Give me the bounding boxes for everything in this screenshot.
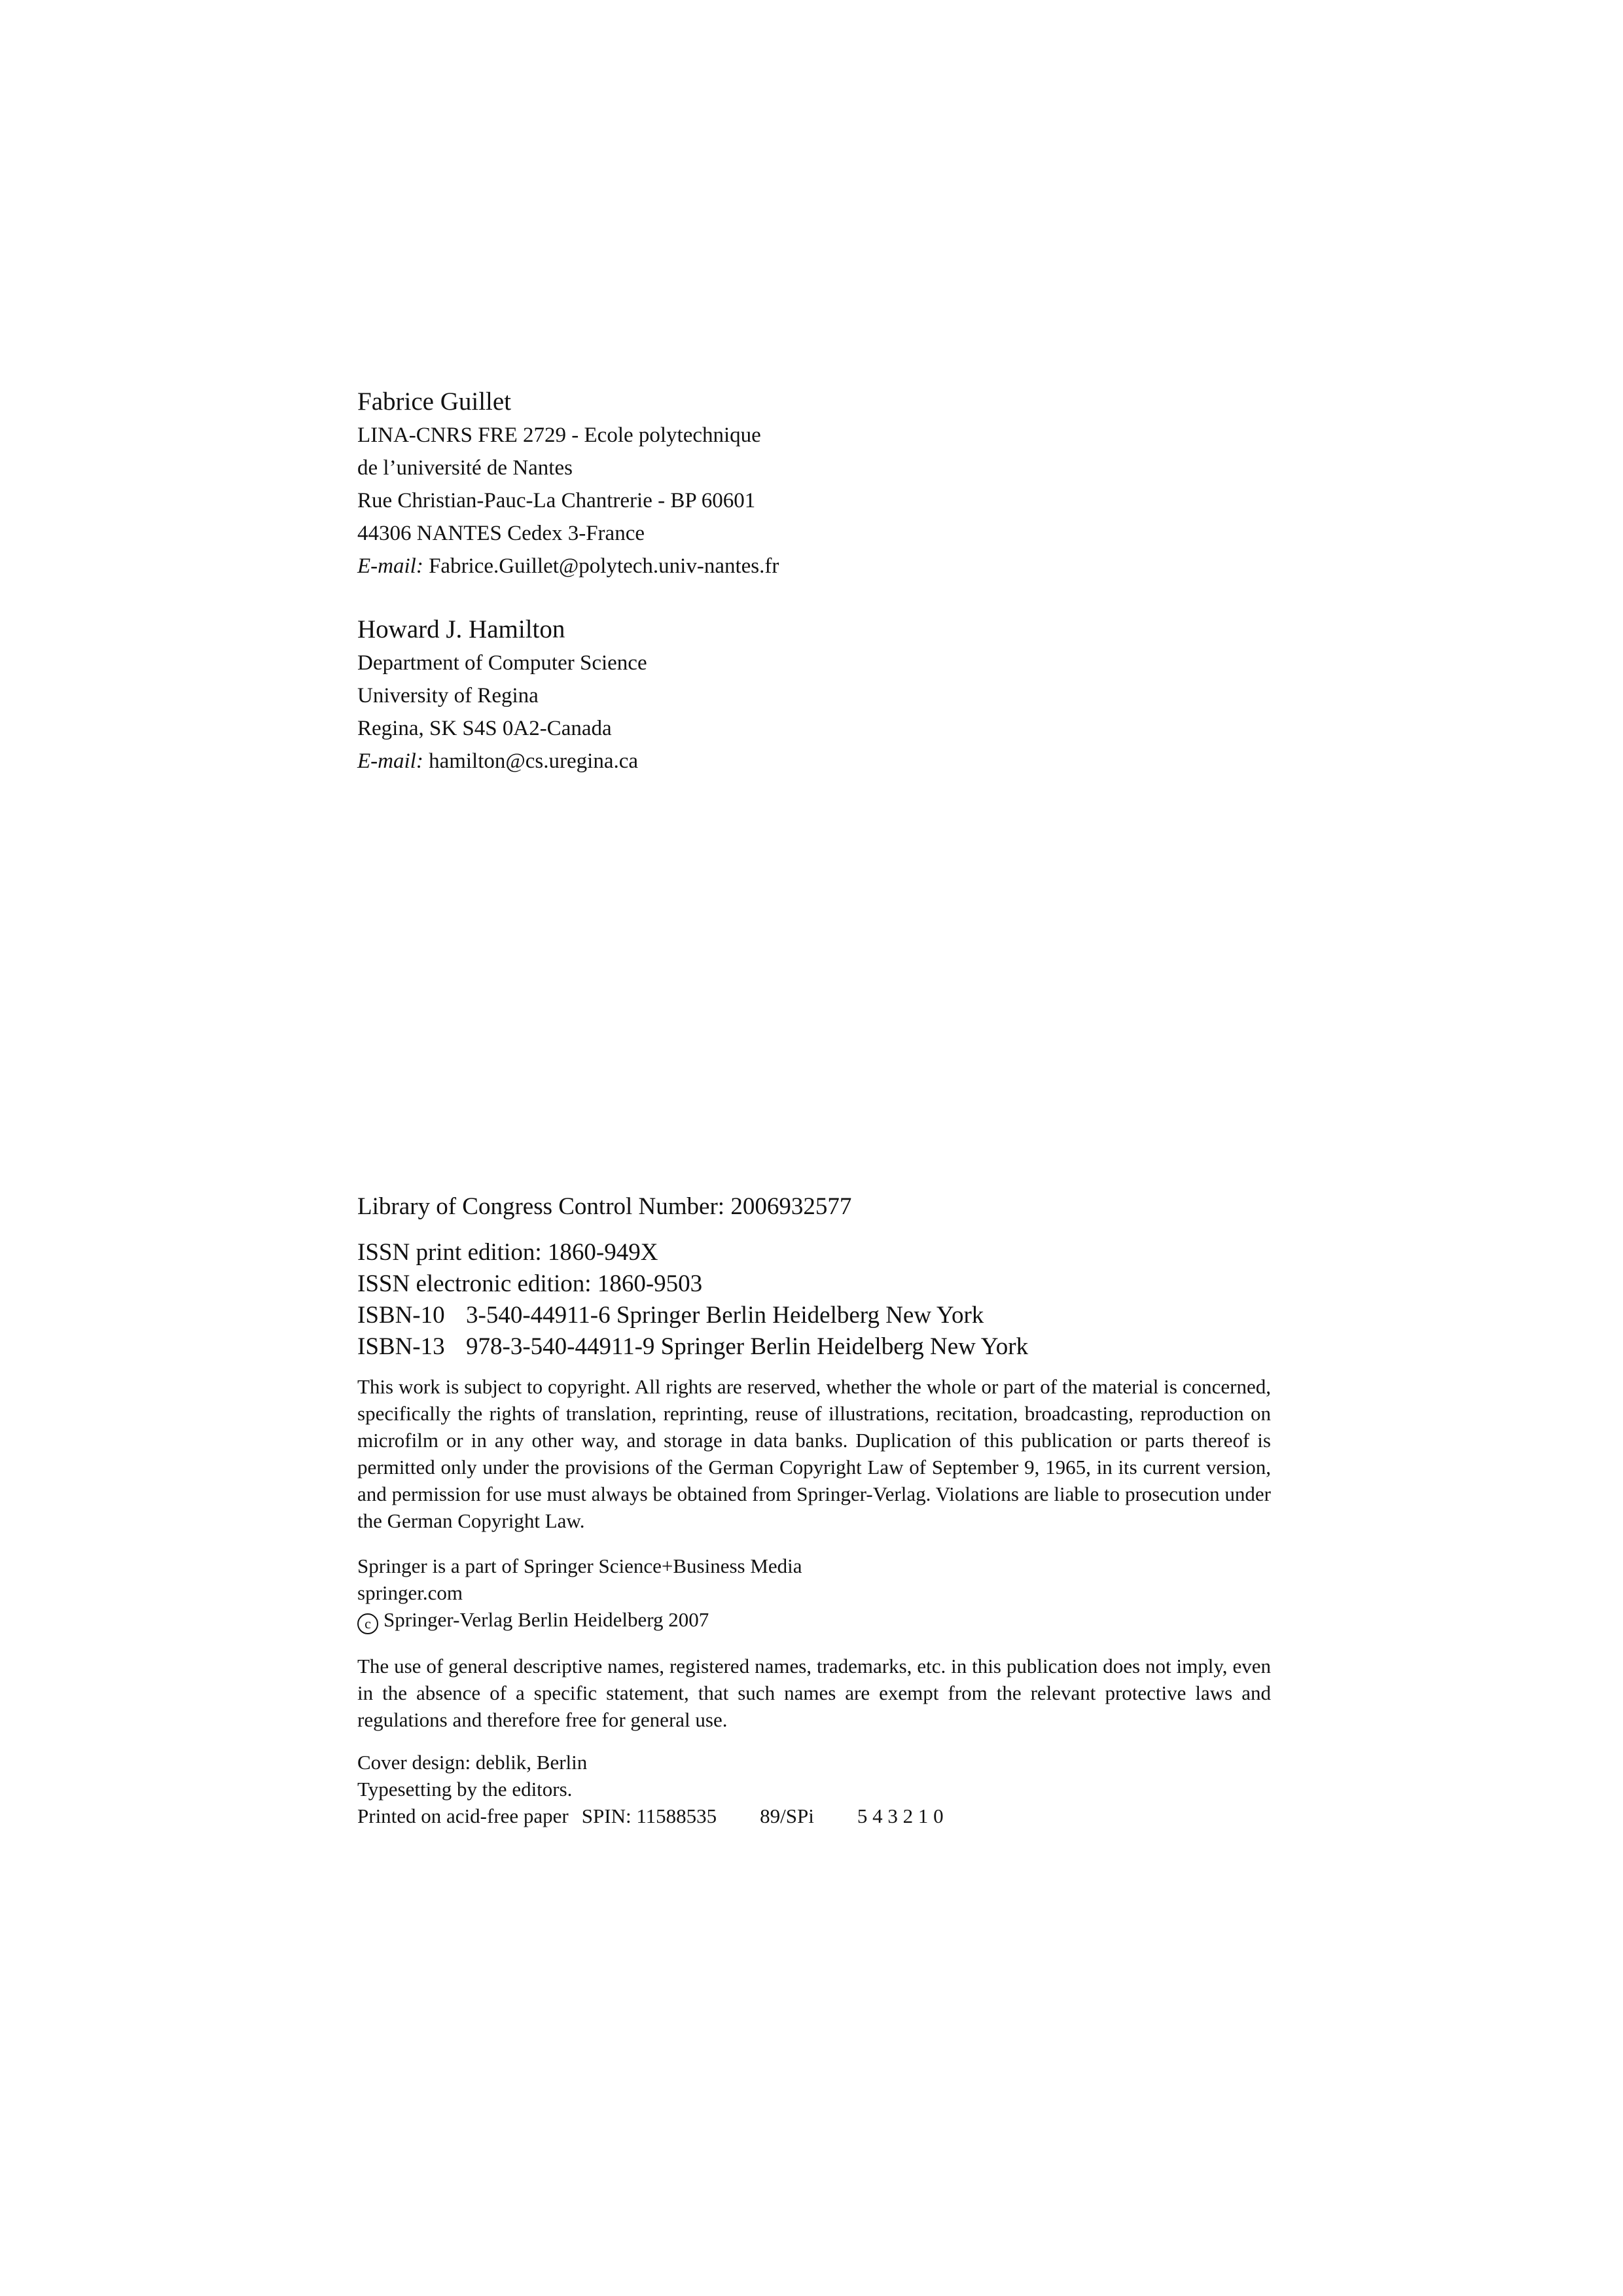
trademark-paragraph: The use of general descriptive names, registered names, trademarks, etc. in this publication does not imply, even in the absence of a specific statement, that such names are exempt from the relevant protective laws and regulations and therefore free for general use. [357, 1655, 1271, 1731]
email-address: Fabrice.Guillet@polytech.univ-nantes.fr [429, 554, 779, 578]
author-block-1 [357, 385, 779, 583]
affiliation-line: University of Regina [357, 684, 539, 708]
email-label: E-mail: [357, 749, 423, 773]
typesetting: Typesetting by the editors. [357, 1778, 573, 1801]
lccn: Library of Congress Control Number: 2006932577 [357, 1193, 852, 1220]
copyright-notice [357, 1373, 1271, 1534]
printing-line [357, 1803, 944, 1829]
affiliation-line: de l’université de Nantes [357, 456, 573, 480]
issn-electronic: ISSN electronic edition: 1860-9503 [357, 1270, 703, 1297]
author-name: Howard J. Hamilton [357, 615, 565, 643]
credits-block [357, 1749, 944, 1829]
author-block-2 [357, 613, 647, 778]
copyright-paragraph: This work is subject to copyright. All rights are reserved, whether the whole or part of the material is concerned, specifically the rights of translation, reprinting, reuse of illustrations, recitation, broadcasting, reproduction on microfilm or in any other way, and storage in data banks. Duplication of this publication or parts thereof is permitted only under the provisions of the German Copyright Law of September 9, 1965, in its current version, and permission for use must always be obtained from Springer-Verlag. Violations are liable to prosecution under the German Copyright Law. [357, 1375, 1271, 1532]
publisher-part-of: Springer is a part of Springer Science+Business Media [357, 1554, 802, 1577]
publisher-block [357, 1552, 802, 1634]
spin-number: SPIN: 11588535 [581, 1804, 717, 1827]
email-label: E-mail: [357, 554, 423, 578]
email-address: hamilton@cs.uregina.ca [429, 749, 639, 773]
copyright-icon: c [357, 1613, 378, 1634]
author-name: Fabrice Guillet [357, 387, 512, 416]
printer-code: 89/SPi [760, 1804, 814, 1827]
email-line [357, 745, 647, 778]
address-line: Rue Christian-Pauc-La Chantrerie - BP 60601 [357, 489, 756, 512]
affiliation-line: Department of Computer Science [357, 651, 647, 675]
copyright-line [357, 1606, 802, 1634]
publisher-website: springer.com [357, 1581, 463, 1604]
trademark-notice [357, 1653, 1271, 1733]
printed-on: Printed on acid-free paper [357, 1804, 569, 1827]
isbn-13 [357, 1331, 1028, 1363]
isbn-10-label: ISBN-10 [357, 1302, 445, 1329]
copyright-holder: Springer-Verlag Berlin Heidelberg 2007 [383, 1608, 709, 1631]
email-line [357, 550, 779, 583]
print-run: 5 4 3 2 1 0 [857, 1804, 944, 1827]
isbn-10-value: 3-540-44911-6 Springer Berlin Heidelberg New York [466, 1302, 984, 1329]
address-line: Regina, SK S4S 0A2-Canada [357, 717, 612, 740]
lccn-block [357, 1191, 851, 1223]
isbn-13-value: 978-3-540-44911-9 Springer Berlin Heidelberg New York [466, 1333, 1029, 1360]
affiliation-line: LINA-CNRS FRE 2729 - Ecole polytechnique [357, 423, 761, 447]
cover-design: Cover design: deblik, Berlin [357, 1751, 588, 1774]
issn-print: ISSN print edition: 1860-949X [357, 1239, 658, 1266]
issn-isbn-block [357, 1237, 1028, 1363]
isbn-13-label: ISBN-13 [357, 1333, 445, 1360]
address-line: 44306 NANTES Cedex 3-France [357, 522, 645, 545]
isbn-10 [357, 1300, 1028, 1331]
